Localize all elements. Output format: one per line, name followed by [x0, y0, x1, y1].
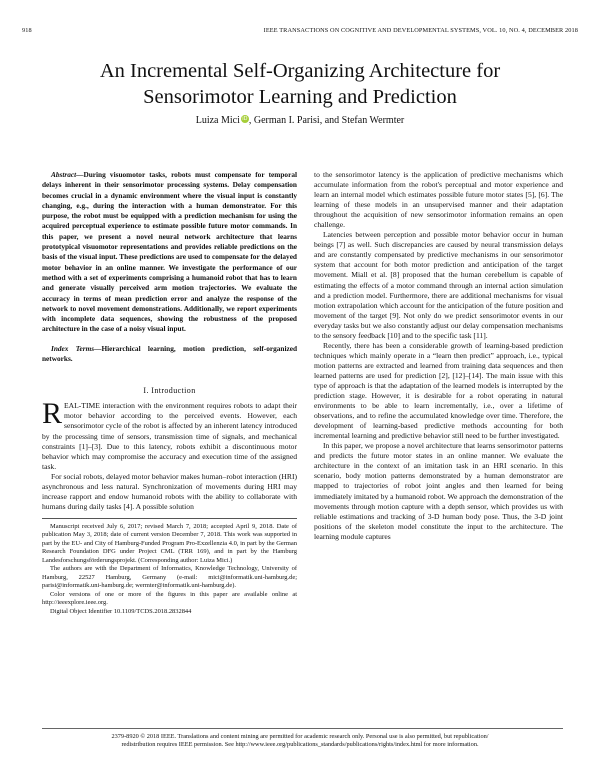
abstract-text: —During visuomotor tasks, robots must compensate for temporal delays inherent in their sensorimotor processing systems. Delay compensation becomes crucial in a dynamic environment where the visual input is constantly changing, e.g., during the interaction with a human demonstrator. For this purpose, the robot must be equipped with a prediction mechanism for using the acquired perceptual experience to estimate possible future motor commands. In this paper, we present a novel neural network architecture that learns prototypical visuomotor representations and provides reliable predictions on the basis of the visual input. These predictions are used to compensate for the delayed motor behavior in an online manner. We investigate the performance of our method with a set of experiments comprising a humanoid robot that has to learn and generate visually perceived arm motion trajectories. We evaluate the accuracy in terms of mean prediction error and analyze the response of the network to novel movement demonstrations. Additionally, we report experiments with incomplete data sequences, showing the robustness of the proposed architecture in the case of a noisy visual input.: [42, 170, 297, 334]
right-paragraph-2: Latencies between perception and possible motor behavior occur in human beings [7] as well. Such discrepancies are caused by neural transmission delays and are constantly compensated by predictive mechanisms in our sensorimotor system that account for both motor prediction and anticipation of the target movement. Miall et al. [8] proposed that the human cerebellum is capable of estimating the effects of a motor command through an internal action simulation and a prediction model. Furthermore, there are additional mechanisms for visual motion extrapolation which account for the anticipation of the future position and movement of the target [9]. Not only do we predict sensorimotor events in our everyday tasks but we also constantly adjust our delay compensation mechanisms to the sensory feedback [10] and to the specific task [11].: [314, 230, 563, 340]
intro-paragraph-2: For social robots, delayed motor behavior makes human–robot interaction (HRI) asynchronous and less natural. Synchronization of movements during HRI may increase rapport and endow humanoid robots with the ability to collaborate with humans during daily tasks [4]. A possible solution: [42, 471, 297, 511]
title-line-1: An Incremental Self-Organizing Architecture for: [99, 60, 501, 82]
index-terms-label: Index Terms: [51, 343, 95, 353]
footnote-doi: Digital Object Identifier 10.1109/TCDS.2018.2832844: [50, 607, 192, 615]
author-list: [0, 115, 600, 126]
intro-paragraph-1-text: EAL-TIME interaction with the environment requires robots to adapt their motor behavior according to the perceived events. However, each sensorimotor cycle of the robot is affected by an inherent latency introduced by the processing time of sensors, transmission time of signals, and mechanical constraints [1]–[3]. Due to this latency, robots exhibit a discontinuous motor behavior which may compromise the accuracy and execution time of the assigned task.: [42, 401, 297, 471]
footer-rule: [42, 728, 563, 729]
page-number: 918: [22, 27, 32, 34]
footnotes: [42, 523, 297, 617]
author-first: Luiza Mici: [195, 115, 240, 126]
author-rest: , German I. Parisi, and Stefan Wermter: [248, 115, 405, 126]
footnote-color: Color versions of one or more of the figures in this paper are available online at http://ieeexplore.ieee.org.: [42, 590, 297, 607]
right-column: [314, 170, 563, 542]
drop-cap: R: [42, 397, 63, 431]
abstract-label: Abstract: [51, 170, 77, 179]
title-line-2: Sensorimotor Learning and Prediction: [143, 86, 457, 108]
footnote-affiliation: The authors are with the Department of Informatics, Knowledge Technology, University of Hamburg, 22527 Hamburg, Germany (e-mail: mici@informatik.uni-hamburg.de; parisi@informatik.uni-hamburg.de; wermter@informatik.uni-hamburg.de).: [42, 565, 297, 590]
running-header: [22, 27, 578, 37]
orcid-icon[interactable]: iD: [242, 116, 248, 122]
left-column: [42, 170, 297, 616]
copyright-footer: [0, 733, 600, 750]
right-paragraph-1: to the sensorimotor latency is the application of predictive mechanisms which accumulate information from the robot's perceptual and motor experience and learn an internal model which estimates possible future motor states [5], [6]. The learning of these models in an unsupervised manner and their adaptation throughout the acquisition of new sensorimotor information remains an open challenge.: [314, 170, 563, 230]
footer-line-1: 2379-8920 © 2018 IEEE. Translations and content mining are permitted for academic research only. Personal use is also permitted, but republication/: [111, 733, 489, 740]
footer-line-2: redistribution requires IEEE permission. See http://www.ieee.org/publications_standards/publications/rights/index.html for more information.: [121, 741, 479, 749]
paper-title: [0, 58, 600, 110]
intro-paragraph-1: [42, 397, 297, 471]
journal-name: IEEE TRANSACTIONS ON COGNITIVE AND DEVELOPMENTAL SYSTEMS, VOL. 10, NO. 4, DECEMBER 2018: [263, 27, 578, 34]
section-heading-introduction: I. Introduction: [143, 386, 196, 396]
footnote-manuscript: Manuscript received July 6, 2017; revised March 7, 2018; accepted April 9, 2018. Date of publication May 3, 2018; date of current version December 7, 2018. This work was supported in part by the EU- and City of Hamburg-Funded Program Pro-Exzellenzia 4.0, in part by the German Research Foundation DFG under Project CML (TRR 169), and in part by the Hamburg Landesforschungsförderungsprojekt. (Corresponding author: Luiza Mici.): [42, 522, 297, 564]
right-paragraph-3: Recently, there has been a considerable growth of learning-based prediction techniques which mainly operate in a “learn then predict” approach, i.e., typical motion patterns are extracted and learned from training data sequences and then learned patterns are used for prediction [2], [12]–[14]. The main issue with this type of approach is that the adaptation of the learned models is interrupted by the prediction stage. However, it is desirable for a robot operating in natural environments to be able to learn incrementally, i.e., over a lifetime of observations, and to refine the accumulated knowledge over time. Therefore, the development of learning-based predictive methods accounting for both incremental learning and predictive behavior still need to be further investigated.: [314, 340, 563, 441]
footnote-rule: [42, 518, 297, 519]
index-terms-text: —Hierarchical learning, motion prediction, self-organized networks.: [42, 343, 298, 364]
abstract: [42, 170, 297, 335]
index-terms: [42, 344, 297, 365]
right-paragraph-4: In this paper, we propose a novel architecture that learns sensorimotor patterns and predicts the future motor states in an online manner. We evaluate the architecture in the context of an imitation task in an HRI scenario. In this scenario, body motion patterns demonstrated by a human demonstrator are mapped to trajectories of robot joint angles and then learned for being immediately imitated by a humanoid robot. We approach the demonstration of the movements through motion capture with a depth sensor, which provides us with reliable estimations and tracking of 3-D human body pose. Thus, the 3-D joint positions of the skeleton model constitute the input to the architecture. The learning module captures: [314, 441, 563, 541]
